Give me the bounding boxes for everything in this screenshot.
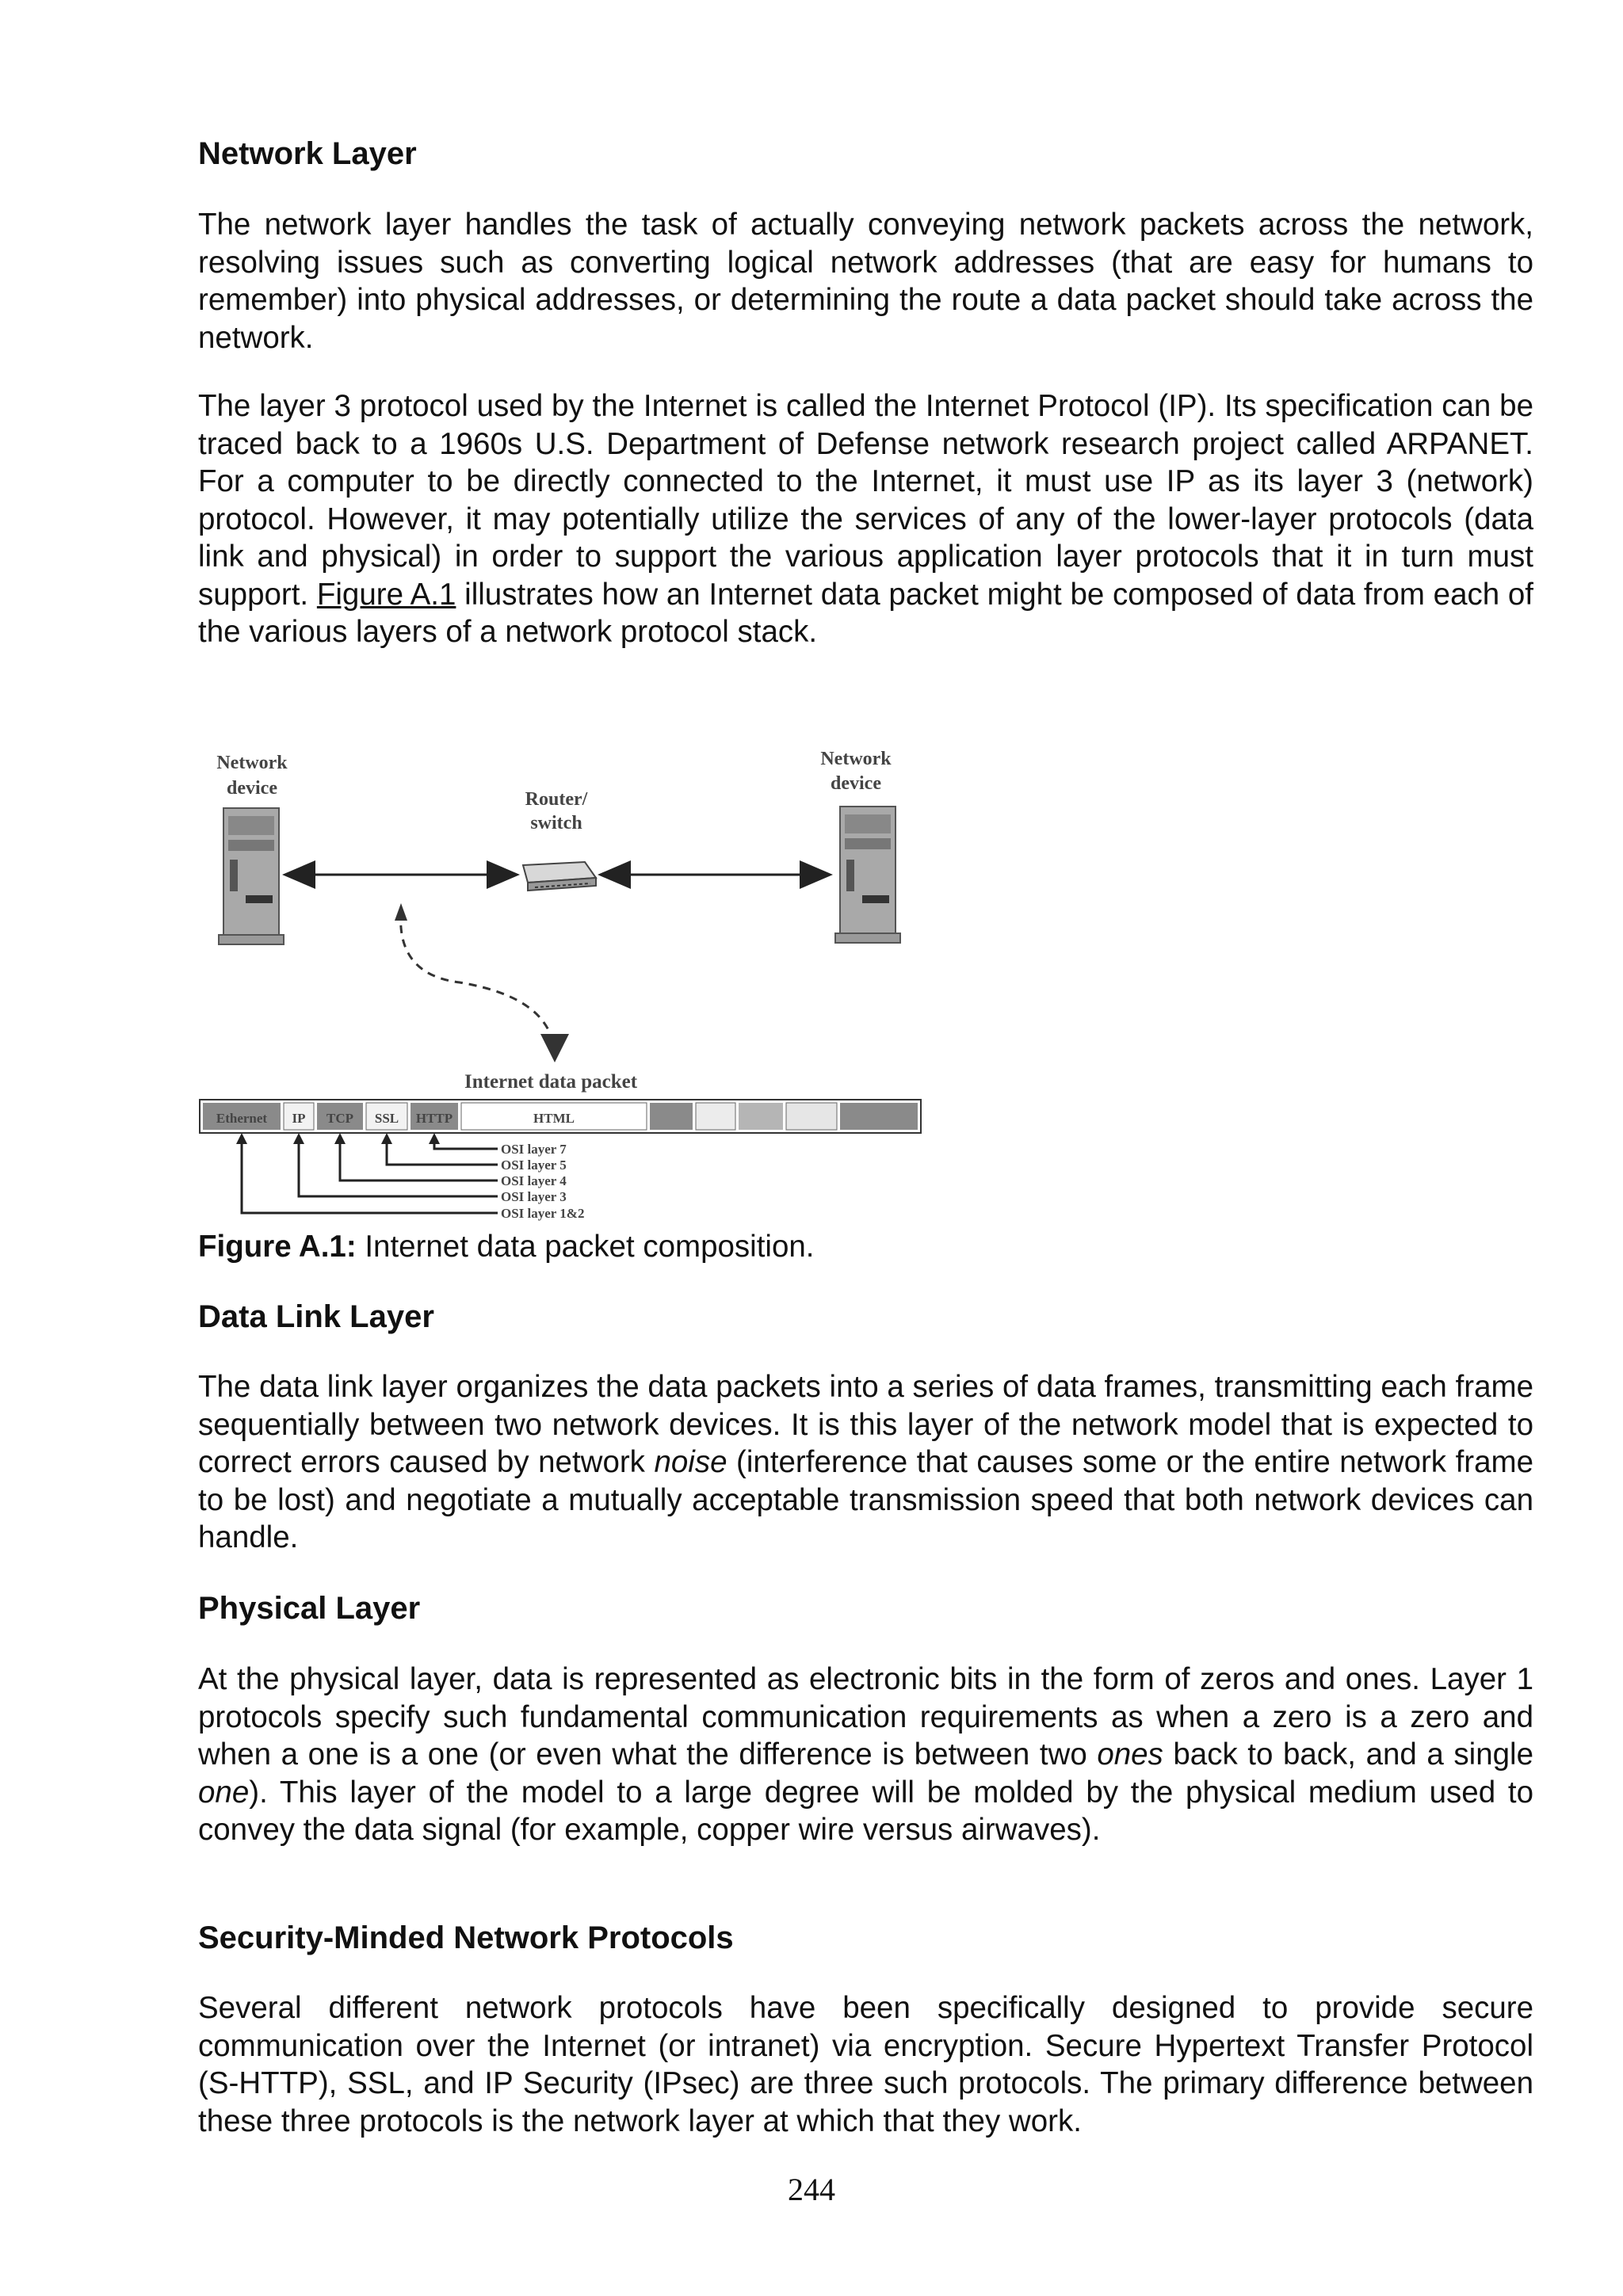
paragraph-network-layer-1: The network layer handles the task of actually conveying network packets across the network, resolving issues such as converting logical network addresses (that are easy for humans to remember) into physical addresses, or determining the route a data packet should take across the network. <box>198 208 1533 355</box>
router-switch-icon <box>523 862 596 891</box>
caption-label: Figure A.1: <box>198 1230 357 1264</box>
right-device-label-line2: device <box>831 773 881 794</box>
paragraph-text: At the physical layer, data is represented as electronic bits in the form of zeros and ones. Layer 1 protocols specify such fundamental communication requirements as when a zero is a zero and when a one is a one (or even what the difference is between two <box>198 1662 1533 1772</box>
paragraph-text: back to back, and a single <box>1163 1737 1533 1772</box>
segment-label-ssl: SSL <box>374 1111 399 1126</box>
paragraph-text: illustrates how an Internet data packet might be composed of data from each of the various layers of a network protocol stack. <box>198 577 1534 649</box>
router-label-line1: Router/ <box>525 789 588 810</box>
heading-security-protocols: Security-Minded Network Protocols <box>198 1920 734 1955</box>
dashed-packet-arrow <box>401 911 555 1058</box>
segment-label-html: HTML <box>533 1111 575 1126</box>
paragraph-text: (interference that causes some or the entire network frame to be lost) and negotiate a mutually acceptable transmission speed that both network devices can handle. <box>198 1445 1533 1554</box>
left-network-device-icon <box>219 808 284 944</box>
osi-connectors <box>242 1138 498 1213</box>
figure-a1 <box>198 745 927 1228</box>
emphasis-one: one <box>198 1775 250 1810</box>
left-device-label-line2: device <box>227 778 277 799</box>
osi-label-layer5: OSI layer 5 <box>501 1158 567 1173</box>
segment-label-http: HTTP <box>415 1111 453 1126</box>
segment-label-ip: IP <box>292 1111 306 1126</box>
figure-a1-link[interactable]: Figure A.1 <box>316 577 456 612</box>
paragraph-text: The layer 3 protocol used by the Internet is called the Internet Protocol (IP). Its specification can be traced back to a 1960s U.S. Department of Defense network research project called ARPANET. For a computer to be directly connected to the Internet, it must use IP as its layer 3 (network) protocol. However, it may potentially utilize the services of any of the lower-layer protocols (data link and physical) in order to support the various application layer protocols that it in turn must support. <box>198 389 1533 612</box>
left-device-label-line1: Network <box>216 753 288 773</box>
router-label-line2: switch <box>530 813 582 833</box>
paragraph-text: The data link layer organizes the data packets into a series of data frames, transmitting each frame sequentially between two network devices. It is this layer of the network model that is expected to correct errors caused by network <box>198 1370 1533 1479</box>
figure-diagram <box>198 745 927 1228</box>
right-device-label-line1: Network <box>820 749 892 769</box>
osi-label-layer1-2: OSI layer 1&2 <box>501 1206 585 1221</box>
heading-network-layer: Network Layer <box>198 136 417 171</box>
right-network-device-icon <box>835 807 900 943</box>
segment-label-ethernet: Ethernet <box>216 1111 268 1126</box>
packet-title: Internet data packet <box>464 1071 638 1093</box>
paragraph-physical-layer <box>198 1661 1533 1849</box>
paragraph-data-link-layer <box>198 1368 1533 1557</box>
osi-label-layer7: OSI layer 7 <box>501 1142 567 1157</box>
emphasis-ones: ones <box>1097 1737 1163 1772</box>
paragraph-network-layer-2 <box>198 387 1533 651</box>
osi-label-layer4: OSI layer 4 <box>501 1173 567 1188</box>
figure-caption <box>198 1230 815 1264</box>
osi-label-layer3: OSI layer 3 <box>501 1189 567 1204</box>
emphasis-noise: noise <box>654 1445 727 1479</box>
paragraph-text: ). This layer of the model to a large degree will be molded by the physical medium used to convey the data signal (for example, copper wire versus airwaves). <box>198 1775 1533 1847</box>
heading-data-link-layer: Data Link Layer <box>198 1299 434 1334</box>
paragraph-security-protocols: Several different network protocols have been specifically designed to provide secure communication over the Internet (or intranet) via encryption. Secure Hypertext Transfer Protocol (S-HTTP), SSL, and IP Security (IPsec) are three such protocols. The primary difference between these three protocols is the network layer at which that they work. <box>198 1991 1533 2138</box>
page-number: 244 <box>788 2172 835 2207</box>
segment-label-tcp: TCP <box>327 1111 353 1126</box>
heading-physical-layer: Physical Layer <box>198 1591 421 1626</box>
caption-text: Internet data packet composition. <box>356 1230 815 1264</box>
